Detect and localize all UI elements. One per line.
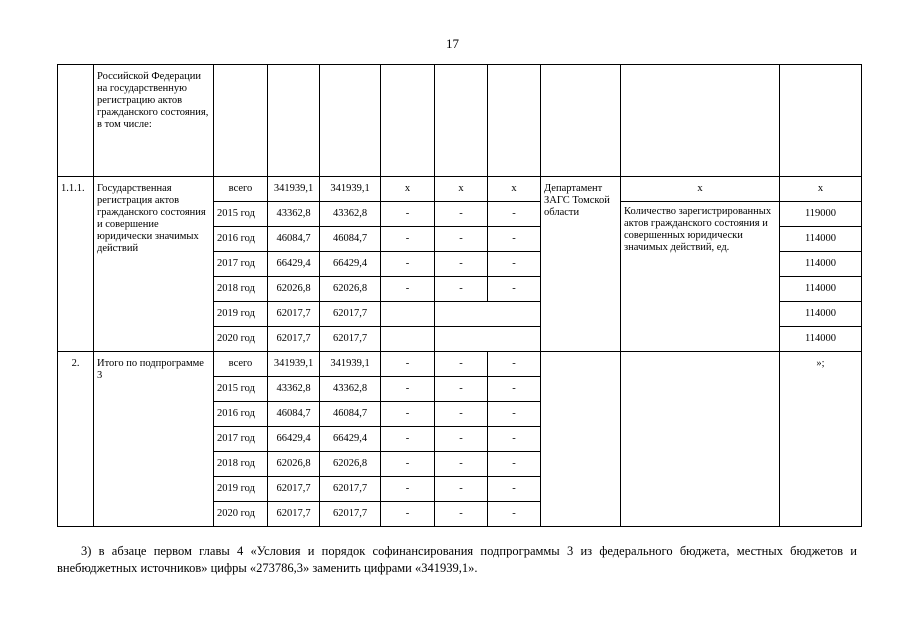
value-cell: - [381, 502, 435, 527]
indicator-value: 114000 [780, 227, 862, 252]
indicator-value: 114000 [780, 252, 862, 277]
row-number: 1.1.1. [58, 177, 94, 352]
indicator-value: 114000 [780, 327, 862, 352]
value-cell: - [435, 227, 488, 252]
value-cell: - [381, 402, 435, 427]
total-cell: 341939,1 [268, 352, 320, 377]
year-cell: 2017 год [214, 252, 268, 277]
federal-cell: 62017,7 [320, 502, 381, 527]
year-cell: 2016 год [214, 227, 268, 252]
indicator-header: x [621, 177, 780, 202]
total-cell: 62017,7 [268, 327, 320, 352]
indicator-value: 114000 [780, 277, 862, 302]
amendment-paragraph: 3) в абзаце первом главы 4 «Условия и порядок софинансирования подпрограммы 3 из федерального бюджета, местных бюджетов и внебюджетных источников» цифры «273786,3» заменить цифрами «341939,1». [57, 544, 857, 575]
value-cell: - [381, 227, 435, 252]
value-cell: - [381, 452, 435, 477]
value-cell: - [488, 352, 541, 377]
value-cell: - [435, 477, 488, 502]
year-cell: 2016 год [214, 402, 268, 427]
federal-cell: 62017,7 [320, 477, 381, 502]
value-cell: - [488, 452, 541, 477]
empty-merged-cell [435, 302, 541, 327]
federal-cell: 46084,7 [320, 402, 381, 427]
total-cell: 62017,7 [268, 502, 320, 527]
value-cell: x [381, 177, 435, 202]
value-cell: - [435, 252, 488, 277]
value-cell: x [488, 177, 541, 202]
executor-cell-empty [541, 352, 621, 527]
total-cell: 62017,7 [268, 477, 320, 502]
value-cell: - [381, 377, 435, 402]
value-cell: - [435, 427, 488, 452]
federal-cell: 43362,8 [320, 202, 381, 227]
row-name: Государственная регистрация актов гражданского состояния и совершение юридически значимых действий [94, 177, 214, 352]
value-cell: - [381, 252, 435, 277]
indicator-name-empty [621, 352, 780, 527]
year-cell: 2018 год [214, 277, 268, 302]
table-row [58, 65, 862, 177]
value-cell: - [488, 502, 541, 527]
indicator-total: x [780, 177, 862, 202]
total-cell: 46084,7 [268, 227, 320, 252]
page-number: 17 [446, 36, 459, 51]
value-cell: - [488, 377, 541, 402]
year-cell: 2015 год [214, 202, 268, 227]
value-cell: - [435, 452, 488, 477]
value-cell: - [435, 277, 488, 302]
value-cell: - [435, 202, 488, 227]
table-row [58, 177, 862, 202]
federal-cell: 341939,1 [320, 177, 381, 202]
value-cell: - [381, 477, 435, 502]
value-cell: - [488, 477, 541, 502]
total-cell: 341939,1 [268, 177, 320, 202]
value-cell: - [381, 427, 435, 452]
header-title: Российской Федерации на государственную регистрацию актов гражданского состояния, в том числе: [94, 65, 214, 177]
total-cell: 66429,4 [268, 427, 320, 452]
federal-cell: 62026,8 [320, 277, 381, 302]
executor-cell: Департамент ЗАГС Томской области [541, 177, 621, 352]
total-cell: 66429,4 [268, 252, 320, 277]
year-cell: 2017 год [214, 427, 268, 452]
value-cell: - [435, 402, 488, 427]
year-cell: 2015 год [214, 377, 268, 402]
federal-cell: 62017,7 [320, 302, 381, 327]
total-cell: 46084,7 [268, 402, 320, 427]
value-cell: - [435, 502, 488, 527]
federal-cell: 66429,4 [320, 252, 381, 277]
value-cell: - [435, 377, 488, 402]
subprogram-table [57, 64, 862, 527]
row-name: Итого по подпрограмме 3 [94, 352, 214, 527]
indicator-value: 119000 [780, 202, 862, 227]
value-cell: - [488, 252, 541, 277]
empty-merged-cell [435, 327, 541, 352]
value-cell: - [435, 352, 488, 377]
year-cell: 2020 год [214, 502, 268, 527]
value-cell: - [488, 277, 541, 302]
federal-cell: 341939,1 [320, 352, 381, 377]
indicator-name: Количество зарегистрированных актов гражданского состояния и совершенных юридически значимых действий, ед. [621, 202, 780, 352]
total-cell: 43362,8 [268, 202, 320, 227]
value-cell: - [488, 402, 541, 427]
federal-cell: 43362,8 [320, 377, 381, 402]
year-cell: 2019 год [214, 302, 268, 327]
value-cell: - [488, 202, 541, 227]
indicator-value: 114000 [780, 302, 862, 327]
federal-cell: 46084,7 [320, 227, 381, 252]
total-cell: 62026,8 [268, 452, 320, 477]
federal-cell: 62017,7 [320, 327, 381, 352]
year-cell: 2020 год [214, 327, 268, 352]
value-cell: - [381, 202, 435, 227]
value-cell: x [435, 177, 488, 202]
value-cell: - [488, 227, 541, 252]
table-row [58, 352, 862, 377]
year-cell: 2018 год [214, 452, 268, 477]
federal-cell: 62026,8 [320, 452, 381, 477]
value-cell: - [488, 427, 541, 452]
year-cell: всего [214, 177, 268, 202]
row-number: 2. [58, 352, 94, 527]
closing-quote: »; [780, 352, 862, 527]
total-cell: 43362,8 [268, 377, 320, 402]
value-cell: - [381, 352, 435, 377]
federal-cell: 66429,4 [320, 427, 381, 452]
year-cell: 2019 год [214, 477, 268, 502]
year-cell: всего [214, 352, 268, 377]
total-cell: 62026,8 [268, 277, 320, 302]
total-cell: 62017,7 [268, 302, 320, 327]
value-cell: - [381, 277, 435, 302]
